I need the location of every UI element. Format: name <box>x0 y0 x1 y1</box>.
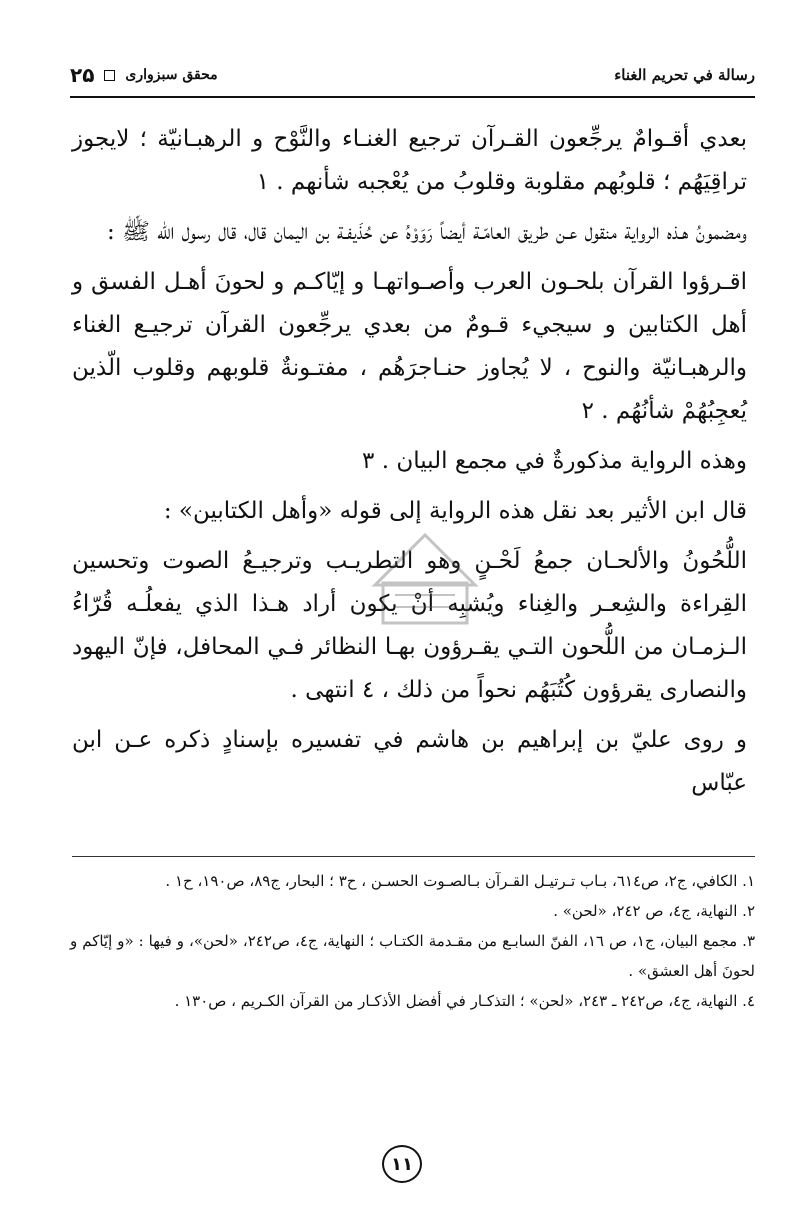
footnote-4: ٤. النهاية، ج٤، ص٢٤٢ ـ ٢٤٣، «لحن» ؛ التذكـار في أفضل الأذكـار من القرآن الكـريم ، ص١٣٠ . <box>174 992 755 1010</box>
header-title: رسالة في تحريم الغناء <box>614 66 755 84</box>
paragraph-4: قال ابن الأثير بعد نقل هذه الرواية إلى قوله «وأهل الكتابين» : <box>163 498 747 524</box>
paragraph-1: بعدي أقـوامٌ يرجِّعون القـرآن ترجيع الغنـاء والنَّوْح و الرهبـانيّة ؛ لايجوز تراقِيَهُم ؛ قلوبُهم مقلوبة وقلوبُ من يُعْجبه شأنهم . ١ <box>72 126 747 195</box>
paragraph-5: و روى عليّ بن إبراهيم بن هاشم في تفسيره بإسنادٍ ذكره عـن ابن عبّاس <box>72 727 747 796</box>
running-header <box>70 58 755 92</box>
library-stamp-icon <box>355 515 495 635</box>
footnotes <box>70 866 755 1016</box>
footnote-2: ٢. النهاية، ج٤، ص ٢٤٢، «لحن» . <box>553 902 755 920</box>
footnote-1: ١. الكافي، ج٢، ص٦١٤، بـاب تـرتيـل القـرآن بـالصـوت الحسـن ، ح٣ ؛ البحار، ج٨٩، ص١٩٠، ح١ . <box>165 872 755 890</box>
quote-hadith: اقـرؤوا القرآن بلحـون العرب وأصـواتهـا و إيّاكـم و لحونَ أهـل الفسق و أهل الكتابين و سيجيء قـومٌ من بعدي يرجِّعون القرآن ترجيـع الغناء والرهبـانيّة والنوح ، لا يُجاوز حنـاجرَهُم ، مفتـونةٌ قلوبهم وقلوب الّذين يُعجِبُهُمْ شأنُهُم . ٢ <box>72 269 747 424</box>
paragraph-2: ومضمونُ هـذه الرواية منقول عـن طريق العامّـة أيضاً رَوَوْهُ عن حُذَيفـة بن اليمان قال، قال رسول الله ﷺ : <box>107 219 747 245</box>
footnote-rule <box>72 856 755 857</box>
header-rule <box>70 96 755 98</box>
header-author-block <box>70 63 218 87</box>
header-author: محقق سبزوارى <box>125 67 218 83</box>
main-text <box>72 118 747 812</box>
header-page-number: ۲۵ <box>70 63 95 87</box>
square-ornament-icon <box>104 70 115 81</box>
quote-ibn-athir: اللُّحُونُ والألحـان جمعُ لَحْـنٍ وهو التطريـب وترجيـعُ الصوت وتحسين القِراءة والشِعـر والغِناء ويُشبِه أنْ يكون أراد هـذا الذي يفعلُـه قُرّاءُ الـزمـان من اللُّحون التـي يقـرؤون بهـا النظائر فـي المحافل، فإنّ اليهود والنصارى يقرؤون كُتُبَهُم نحواً من ذلك ، ٤ انتهى . <box>72 548 747 703</box>
page-number: ١١ <box>382 1145 422 1183</box>
footnote-3: ٣. مجمع البيان، ج١، ص ١٦، الفنّ السابـع من مقـدمة الكتـاب ؛ النهاية، ج٤، ص٢٤٢، «لحن»، و فيها : «و إيّاكم و لحونَ أهل العشق» . <box>70 932 755 980</box>
paragraph-3: وهذه الرواية مذكورةٌ في مجمع البيان . ٣ <box>362 448 747 474</box>
